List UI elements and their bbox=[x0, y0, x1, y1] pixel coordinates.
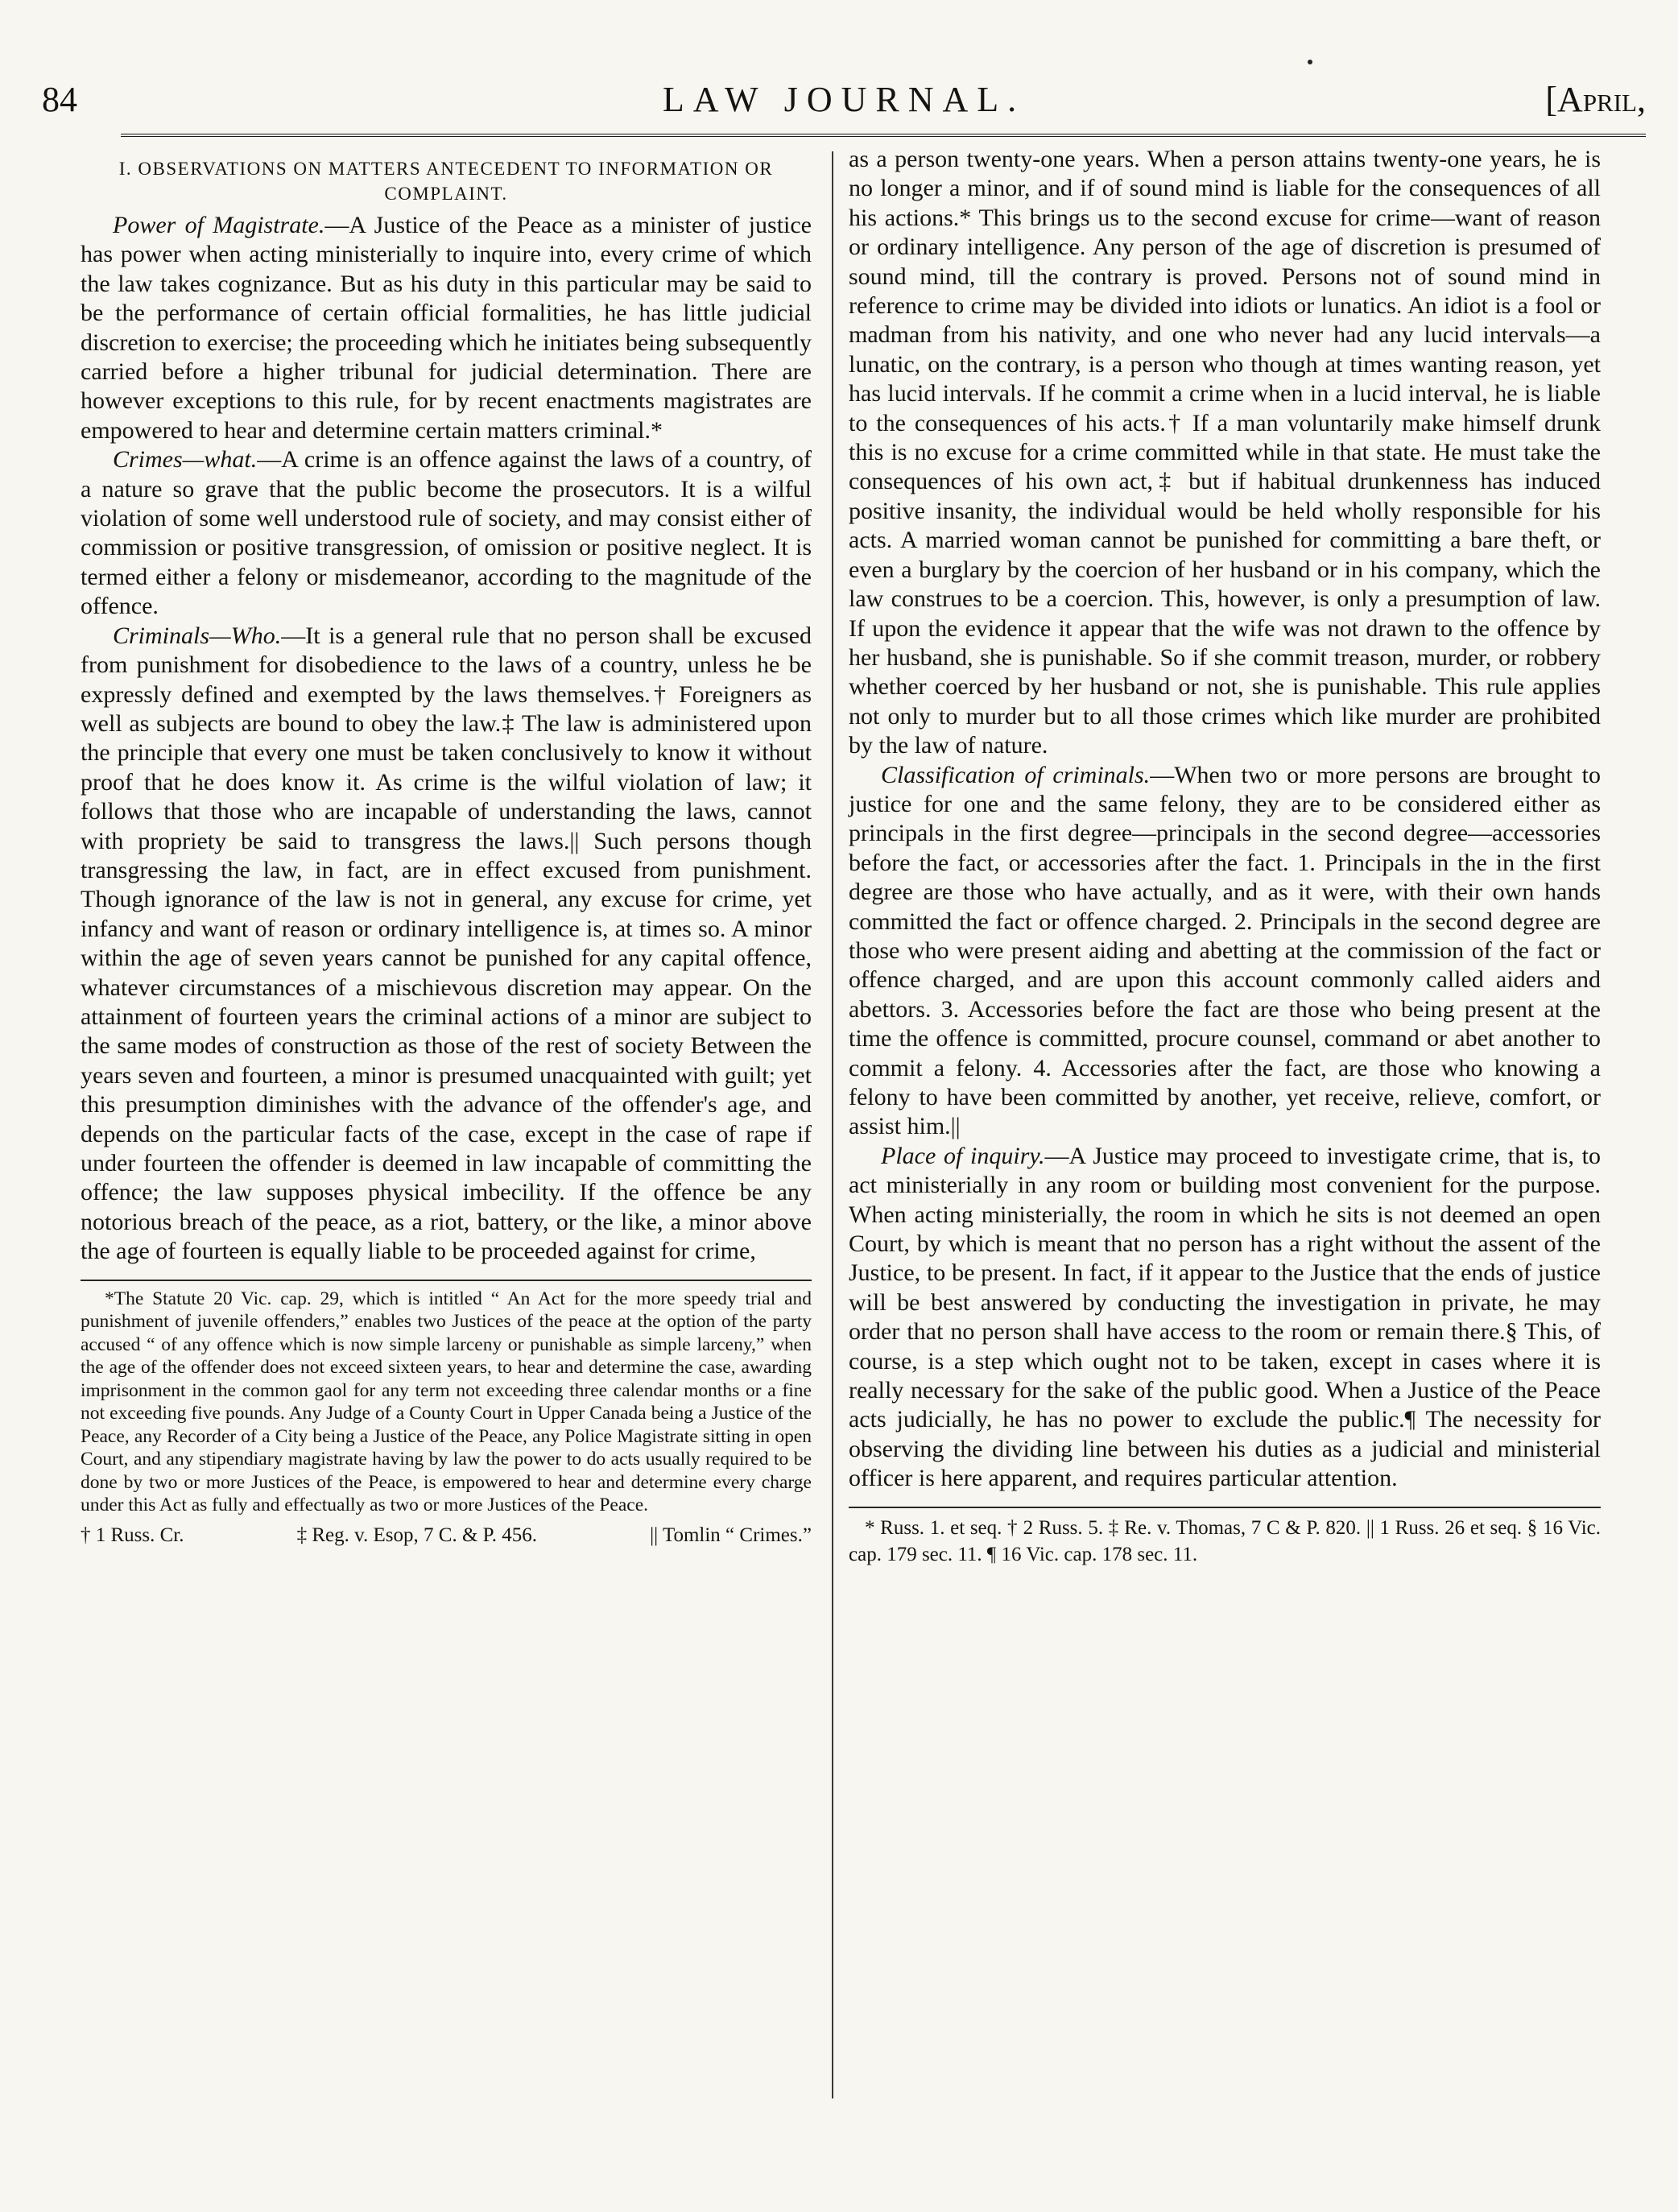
paragraph-text: —It is a general rule that no person shall be excused from punishment for disobedience to the laws of a country, unless he be expressly defined and exempted by the laws themselves.† Foreigners as well as subjects are bound to obey the law.‡ The law is administered upon the principle that every one must be taken conclusively to know it without proof that he does know it. As crime is the wilful violation of law; it follows that those who are incapable of understanding the laws, cannot with propriety be said to transgress the laws.|| Such persons though transgressing the law, in fact, are in effect excused from punishment. Though ignorance of the law is not in general, any excuse for crime, yet infancy and want of reason or ordinary intelligence is, at times so. A minor within the age of seven years cannot be punished for any capital offence, whatever circumstances of a mischievous discretion may appear. On the attainment of fourteen years the criminal actions of a minor are subject to the same modes of construction as those of the rest of society Between the years seven and fourteen, a minor is presumed unacquainted with guilt; yet this presumption diminishes with the advance of the offender's age, and depends on the particular facts of the case, except in the case of rape if under fourteen the offender is deemed in law incapable of committing the offence; the law supposes physical imbecility. If the offence be any notorious breach of the peace, as a riot, battery, or the like, a minor above the age of fourteen is equally liable to be proceeded against for crime, bbox=[81, 622, 812, 1265]
paragraph-continuation bbox=[849, 145, 1601, 761]
running-head bbox=[42, 74, 1646, 126]
paragraph-classification bbox=[849, 761, 1601, 1142]
side-heading: Place of inquiry. bbox=[881, 1142, 1045, 1169]
footnote-text: *The Statute 20 Vic. cap. 29, which is intitled “ An Act for the more speedy trial and punishment of juvenile offenders,” enables two Justices of the peace at the option of the party accused “ of any offence which is now simple larceny or punishable as simple larceny,” when the age of the offender does not exceed sixteen years, to hear and determine the case, awarding imprisonment in the common gaol for any term not exceeding three calendar months or a fine not exceeding five pounds. Any Judge of a County Court in Upper Canada being a Justice of the Peace, any Recorder of a City being a Justice of the Peace, any Police Magistrate sitting in open Court, and any stipendiary magistrate having by law the power to do acts usually required to be done by two or more Justices of the Peace, is empowered to hear and determine every charge under this Act as fully and effectually as two or more Justices of the Peace. bbox=[81, 1288, 812, 1516]
footnote-ref: † 1 Russ. Cr. bbox=[81, 1524, 184, 1546]
header-rule bbox=[121, 134, 1646, 137]
page-number: 84 bbox=[42, 80, 77, 119]
footnote-text: * Russ. 1. et seq. † 2 Russ. 5. ‡ Re. v. Thomas, 7 C & P. 820. || 1 Russ. 26 et seq. § 16 Vic. cap. 179 sec. 11. ¶ 16 Vic. cap. 178 sec. 11. bbox=[849, 1516, 1601, 1565]
paragraph-criminals-who bbox=[81, 622, 812, 1267]
footnote-rule bbox=[849, 1507, 1601, 1508]
paragraph-place-of-inquiry bbox=[849, 1142, 1601, 1494]
footnote-statute bbox=[81, 1288, 812, 1517]
paragraph-text: as a person twenty-one years. When a person attains twenty-one years, he is no longer a minor, and if of sound mind is liable for the consequences of all his actions.* This brings us to the second excuse for crime—want of reason or ordinary intelligence. Any person of the age of discretion is presumed of sound mind, till the contrary is proved. Persons not of sound mind in reference to crime may be divided into idiots or lunatics. An idiot is a fool or madman from his nativity, and one who never had any lucid intervals—a lunatic, on the contrary, is a person who though at times wanting reason, yet has lucid intervals. If he commit a crime when in a lucid interval, he is liable to the consequences of his acts.† If a man voluntarily make himself drunk this is no excuse for a crime committed while in that state. He must take the consequences of his own act,‡ but if habitual drunkenness has induced positive insanity, the individual would be held wholly responsible for his acts. A married woman cannot be punished for committing a bare theft, or even a burglary by the coercion of her husband or in his company, which the law construes to be a coercion. This, however, is only a presumption of law. If upon the evidence it appear that the wife was not drawn to the offence by her husband, she is punishable. So if she commit treason, murder, or robbery whether coerced by her husband or not, she is punishable. This rule applies not only to murder but to all those crimes which like murder are prohibited by the law of nature. bbox=[849, 146, 1601, 759]
right-column bbox=[849, 145, 1601, 1568]
journal-title: LAW JOURNAL. bbox=[662, 80, 1026, 119]
paragraph-text: —A Justice may proceed to investigate crime, that is, to act ministerially in any room or building most convenient for the purpose. When acting ministerially, the room in which he sits is not deemed an open Court, by which is meant that no person has a right without the assent of the Justice, to be present. In fact, if it appear to the Justice that the ends of justice will be best answered by conducting the investigation in private, he may order that no person shall have access to the room or remain there.§ This, of course, is a step which ought not to be taken, except in cases where it is really necessary for the sake of the public good. When a Justice of the Peace acts judicially, he has no power to exclude the public.¶ The necessity for observing the dividing line between his duties as a judicial and ministerial officer is here apparent, and requires particular attention. bbox=[849, 1142, 1601, 1492]
issue-month: [April, bbox=[1545, 80, 1646, 119]
paragraph-text: —A Justice of the Peace as a minister of justice has power when acting ministerially to inquire into, every crime of which the law takes cognizance. But as his duty in this particular may be said to be the performance of certain official formalities, he has little judicial discretion to exercise; the proceeding which he initiates being subsequently carried before a higher tribunal for judicial determination. There are however exceptions to this rule, for by recent enactments magistrates are empowered to hear and determine certain matters criminal.* bbox=[81, 212, 812, 444]
footnote-rule bbox=[81, 1280, 812, 1281]
paragraph-crimes-what bbox=[81, 445, 812, 621]
side-heading: Criminals—Who. bbox=[113, 622, 282, 649]
left-column bbox=[81, 145, 812, 1548]
footnote-references bbox=[81, 1522, 812, 1548]
section-heading: I. OBSERVATIONS ON MATTERS ANTECEDENT TO INFORMATION OR COMPLAINT. bbox=[118, 159, 774, 204]
footnote-references bbox=[849, 1515, 1601, 1568]
paragraph-power-of-magistrate bbox=[81, 211, 812, 445]
paragraph-text: —When two or more persons are brought to justice for one and the same felony, they are to be considered either as principals in the first degree—principals in the second degree—accessories before the fact, or accessories after the fact. 1. Principals in the in the first degree are those who have actually, and as it were, with their own hands committed the fact or offence charged. 2. Principals in the second degree are those who were present aiding and abetting at the commission of the fact or offence charged, and are upon this account commonly called aiders and abettors. 3. Accessories before the fact are those who being present at the time the offence is committed, procure counsel, command or abet another to commit a felony. 4. Accessories after the fact, are those who knowing a felony to have been committed by another, yet receive, relieve, comfort, or assist him.|| bbox=[849, 761, 1602, 1140]
side-heading: Crimes—what. bbox=[113, 446, 258, 473]
column-divider bbox=[832, 151, 833, 2098]
footnote-ref: ‡ Reg. v. Esop, 7 C. & P. 456. bbox=[296, 1524, 538, 1546]
ink-speck bbox=[1308, 60, 1312, 64]
side-heading: Classification of criminals. bbox=[881, 761, 1151, 788]
footnote-ref: || Tomlin “ Crimes.” bbox=[650, 1524, 812, 1546]
paragraph-text: —A crime is an offence against the laws of a country, of a nature so grave that the public become the prosecutors. It is a wilful violation of some well understood rule of society, and may consist either of commission or positive transgression, of omission or positive neglect. It is termed either a felony or misdemeanor, according to the magnitude of the offence. bbox=[81, 446, 812, 620]
side-heading: Power of Magistrate. bbox=[113, 212, 325, 238]
